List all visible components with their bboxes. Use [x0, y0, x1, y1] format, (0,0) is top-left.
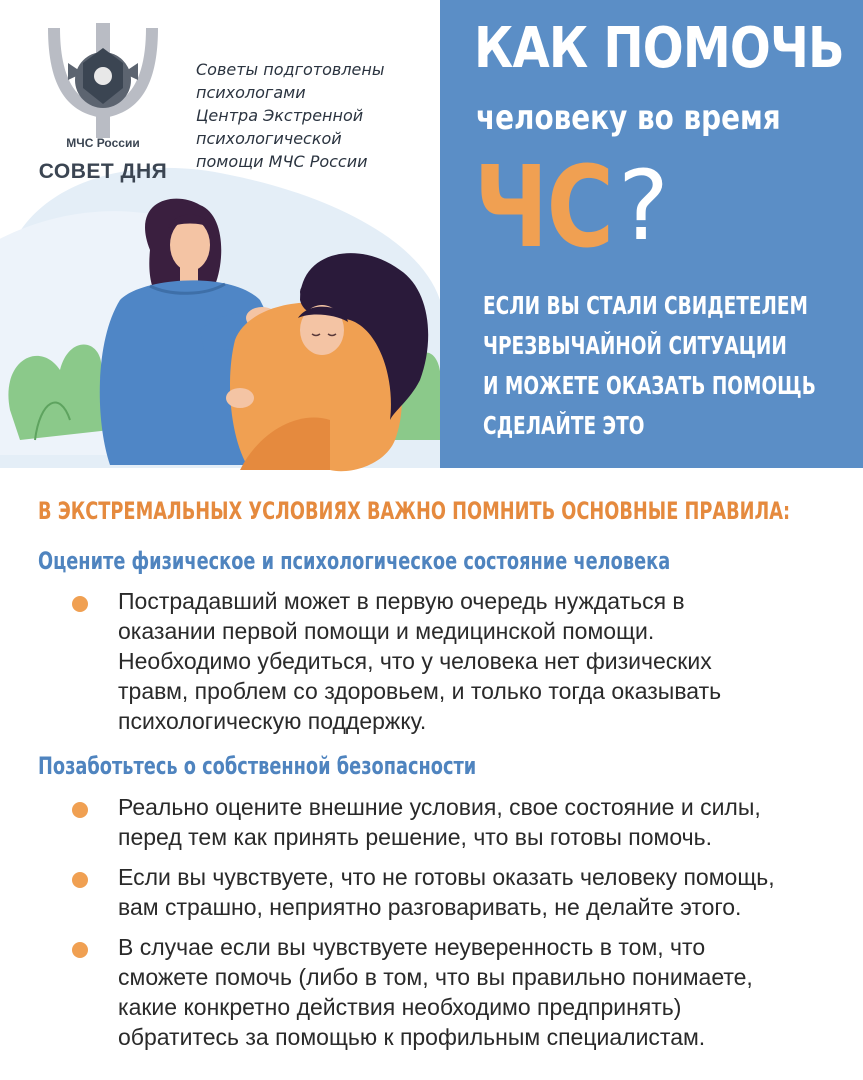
intro-line: И МОЖЕТЕ ОКАЗАТЬ ПОМОЩЬ [483, 371, 816, 400]
title-emphasis: ЧС [474, 143, 613, 273]
text-line: Реально оцените внешние условия, свое состояние и силы, [118, 794, 761, 820]
bullet-dot-icon [72, 872, 88, 888]
title-line-1: КАК ПОМОЧЬ [474, 16, 844, 81]
intro-line: СДЕЛАЙТЕ ЭТО [483, 411, 645, 440]
intro-line: ЧРЕЗВЫЧАЙНОЙ СИТУАЦИИ [483, 331, 787, 360]
header-area [0, 0, 863, 478]
bullet-dot-icon [72, 802, 88, 818]
text-line: вам страшно, неприятно разговаривать, не делайте этого. [118, 894, 742, 920]
psi-emblem-icon [28, 18, 178, 138]
credit-line: помощи МЧС России [196, 152, 368, 171]
logo-org-name: МЧС России [66, 136, 140, 150]
text-line: обратитесь за помощью к профильным специалистам. [118, 1024, 706, 1050]
intro-line: ЕСЛИ ВЫ СТАЛИ СВИДЕТЕЛЕМ [483, 291, 808, 320]
text-line: психологическую поддержку. [118, 708, 427, 734]
text-line: оказании первой помощи и медицинской помощи. [118, 618, 655, 644]
logo-rubric: СОВЕТ ДНЯ [38, 160, 168, 183]
credit-line: Советы подготовлены [196, 60, 385, 79]
list-item-text [118, 932, 848, 1052]
list-item-text [118, 586, 848, 736]
text-line: перед тем как принять решение, что вы готовы помочь. [118, 824, 712, 850]
text-line: травм, проблем со здоровьем, и только тогда оказывать [118, 678, 722, 704]
text-line: какие конкретно действия необходимо предпринять) [118, 994, 682, 1020]
section-heading: Оцените физическое и психологическое состояние человека [38, 547, 671, 575]
list-item-text [118, 792, 848, 852]
credit-line: психологической [196, 129, 342, 148]
credit-line: психологами [196, 83, 306, 102]
list-item-text [118, 862, 848, 922]
credit-line: Центра Экстренной [196, 106, 364, 125]
text-line: Если вы чувствуете, что не готовы оказать человеку помощь, [118, 864, 775, 890]
text-line: В случае если вы чувствуете неуверенность в том, что [118, 934, 706, 960]
rules-heading: В ЭКСТРЕМАЛЬНЫХ УСЛОВИЯХ ВАЖНО ПОМНИТЬ ОСНОВНЫЕ ПРАВИЛА: [38, 497, 791, 525]
title-question-mark: ? [618, 150, 669, 262]
text-line: сможете помочь (либо в том, что вы правильно понимаете, [118, 964, 753, 990]
section-heading: Позаботьтесь о собственной безопасности [38, 752, 477, 780]
bullet-dot-icon [72, 942, 88, 958]
mchs-logo [28, 18, 178, 188]
title-line-2: человеку во время [476, 98, 781, 138]
text-line: Пострадавший может в первую очередь нуждаться в [118, 588, 685, 614]
bullet-dot-icon [72, 596, 88, 612]
credit-text [196, 58, 436, 173]
intro-text [483, 286, 843, 446]
text-line: Необходимо убедиться, что у человека нет физических [118, 648, 712, 674]
